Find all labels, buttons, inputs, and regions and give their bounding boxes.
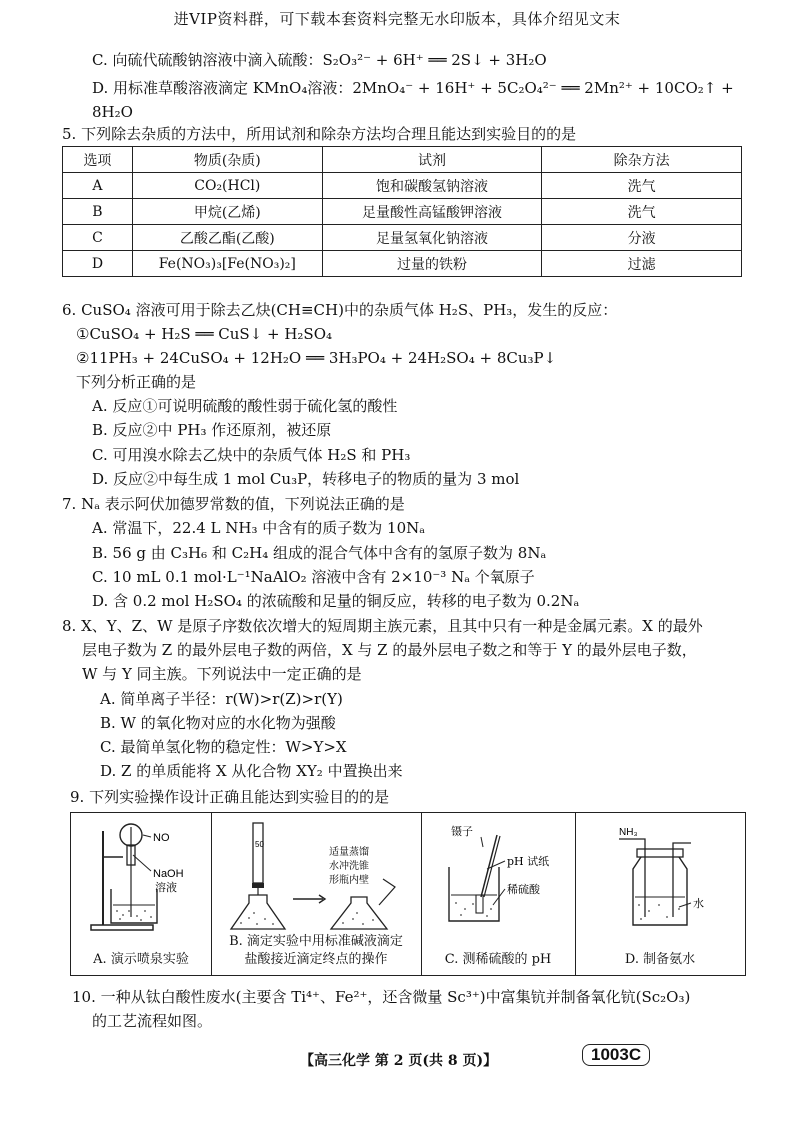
q7-option-a: A. 常温下，22.4 L NH₃ 中含有的质子数为 10Nₐ — [92, 519, 426, 537]
table-cell: 分液 — [542, 225, 742, 251]
caption-a: A. 演示喷泉实验 — [93, 952, 189, 967]
footer-page-info: 【高三化学 第 2 页(共 8 页)】 — [300, 1053, 498, 1069]
q6-option-c: C. 可用溴水除去乙炔中的杂质气体 H₂S 和 PH₃ — [92, 446, 411, 464]
table-cell: 足量氢氧化钠溶液 — [322, 225, 542, 251]
apparatus-a — [71, 813, 212, 975]
table-cell: D — [63, 251, 133, 277]
table-cell: 过量的铁粉 — [322, 251, 542, 277]
table-cell: A — [63, 173, 133, 199]
table-cell: C — [63, 225, 133, 251]
q7-option-d: D. 含 0.2 mol H₂SO₄ 的浓硫酸和足量的铜反应，转移的电子数为 0.2Nₐ — [92, 592, 580, 610]
table-cell: CO₂(HCl) — [132, 173, 322, 199]
titration-apparatus-icon — [211, 817, 421, 935]
caption-b — [211, 933, 421, 969]
table-cell: 乙酸乙酯(乙酸) — [132, 225, 322, 251]
label-naoh: NaOH — [153, 868, 184, 880]
q6-reaction-2: ②11PH₃ + 24CuSO₄ + 12H₂O ══ 3H₃PO₄ + 24H₂SO₄ + 8Cu₃P↓ — [76, 349, 557, 367]
footer-exam-code: 1003C — [582, 1044, 650, 1066]
table-cell: 甲烷(乙烯) — [132, 199, 322, 225]
ph-test-apparatus-icon — [421, 817, 575, 935]
q9-apparatus-panel — [70, 812, 746, 976]
q4-option-d-cont: 8H₂O — [92, 103, 133, 121]
label-water: 水 — [693, 897, 704, 910]
label-50: 50 — [255, 840, 264, 849]
header-cell: 除杂方法 — [542, 147, 742, 173]
vip-banner: 进VIP资料群，可下载本套资料完整无水印版本，具体介绍见文末 — [173, 10, 621, 28]
q8-stem-3: W 与 Y 同主族。下列说法中一定正确的是 — [82, 665, 362, 683]
q7-stem: 7. Nₐ 表示阿伏加德罗常数的值，下列说法正确的是 — [62, 495, 405, 513]
q4-option-c: C. 向硫代硫酸钠溶液中滴入硫酸：S₂O₃²⁻ + 6H⁺ ══ 2S↓ + 3H₂O — [92, 51, 547, 69]
q9-stem: 9. 下列实验操作设计正确且能达到实验目的的是 — [70, 788, 390, 806]
fountain-apparatus-icon — [71, 817, 211, 935]
table-row — [63, 199, 742, 225]
q4-option-d: D. 用标准草酸溶液滴定 KMnO₄溶液：2MnO₄⁻ + 16H⁺ + 5C₂O₄²⁻ ══ 2Mn²⁺ + 10CO₂↑ + — [92, 79, 734, 97]
q8-option-d: D. Z 的单质能将 X 从化合物 XY₂ 中置换出来 — [100, 762, 403, 780]
table-cell: B — [63, 199, 133, 225]
q8-stem-2: 层电子数为 Z 的最外层电子数的两倍，X 与 Z 的最外层电子数之和等于 Y 的最外层电子数， — [82, 641, 697, 659]
label-ph-paper: pH 试纸 — [507, 855, 550, 868]
apparatus-b — [211, 813, 422, 975]
apparatus-d — [575, 813, 745, 975]
q6-stem: 6. CuSO₄ 溶液可用于除去乙炔(CH≡CH)中的杂质气体 H₂S、PH₃，发生的反应： — [62, 301, 618, 319]
q6-ask: 下列分析正确的是 — [76, 373, 197, 391]
label-dilute-acid: 稀硫酸 — [507, 883, 540, 896]
ammonia-apparatus-icon — [575, 817, 745, 935]
apparatus-c — [421, 813, 576, 975]
header-cell: 试剂 — [322, 147, 542, 173]
table-row — [63, 173, 742, 199]
q6-option-d: D. 反应②中每生成 1 mol Cu₃P，转移电子的物质的量为 3 mol — [92, 470, 520, 488]
q6-option-a: A. 反应①可说明硫酸的酸性弱于硫化氢的酸性 — [92, 397, 398, 415]
table-cell: 洗气 — [542, 173, 742, 199]
table-row — [63, 251, 742, 277]
q6-option-b: B. 反应②中 PH₃ 作还原剂，被还原 — [92, 421, 332, 439]
label-no: NO — [153, 832, 170, 844]
label-solution: 溶液 — [155, 881, 177, 894]
q8-option-b: B. W 的氧化物对应的水化物为强酸 — [100, 714, 336, 732]
q8-option-c: C. 最简单氢化物的稳定性：W>Y>X — [100, 738, 347, 756]
q5-table — [62, 146, 742, 277]
q5-stem: 5. 下列除去杂质的方法中，所用试剂和除杂方法均合理且能达到实验目的的是 — [62, 125, 577, 143]
note-line-2: 水冲洗锥 — [329, 861, 369, 872]
table-row — [63, 225, 742, 251]
q10-line-1: 10. 一种从钛白酸性废水(主要含 Ti⁴⁺、Fe²⁺，还含微量 Sc³⁺)中富集钪并制备氧化钪(Sc₂O₃) — [72, 988, 691, 1006]
q7-option-c: C. 10 mL 0.1 mol·L⁻¹NaAlO₂ 溶液中含有 2×10⁻³ Nₐ 个氧原子 — [92, 568, 535, 586]
caption-b-line-2: 盐酸接近滴定终点的操作 — [244, 952, 388, 967]
label-tweezers: 镊子 — [451, 825, 473, 838]
table-cell: 过滤 — [542, 251, 742, 277]
caption-c: C. 测稀硫酸的 pH — [444, 952, 552, 967]
label-nh3: NH₃ — [619, 827, 638, 838]
header-cell: 选项 — [63, 147, 133, 173]
table-cell: Fe(NO₃)₃[Fe(NO₃)₂] — [132, 251, 322, 277]
q10-line-2: 的工艺流程如图。 — [92, 1012, 213, 1030]
table-cell: 饱和碳酸氢钠溶液 — [322, 173, 542, 199]
note-line-3: 形瓶内壁 — [329, 875, 369, 886]
table-header-row — [63, 147, 742, 173]
caption-d: D. 制备氨水 — [624, 952, 696, 967]
q7-option-b: B. 56 g 由 C₃H₆ 和 C₂H₄ 组成的混合气体中含有的氢原子数为 8Nₐ — [92, 544, 547, 562]
note-line-1: 适量蒸馏 — [329, 847, 369, 858]
table-cell: 足量酸性高锰酸钾溶液 — [322, 199, 542, 225]
q8-option-a: A. 简单离子半径：r(W)>r(Z)>r(Y) — [100, 690, 343, 708]
caption-b-line-1: B. 滴定实验中用标准碱液滴定 — [229, 934, 403, 949]
q8-stem-1: 8. X、Y、Z、W 是原子序数依次增大的短周期主族元素，且其中只有一种是金属元素。X 的最外 — [62, 617, 703, 635]
header-cell: 物质(杂质) — [132, 147, 322, 173]
q6-reaction-1: ①CuSO₄ + H₂S ══ CuS↓ + H₂SO₄ — [76, 325, 333, 343]
table-cell: 洗气 — [542, 199, 742, 225]
